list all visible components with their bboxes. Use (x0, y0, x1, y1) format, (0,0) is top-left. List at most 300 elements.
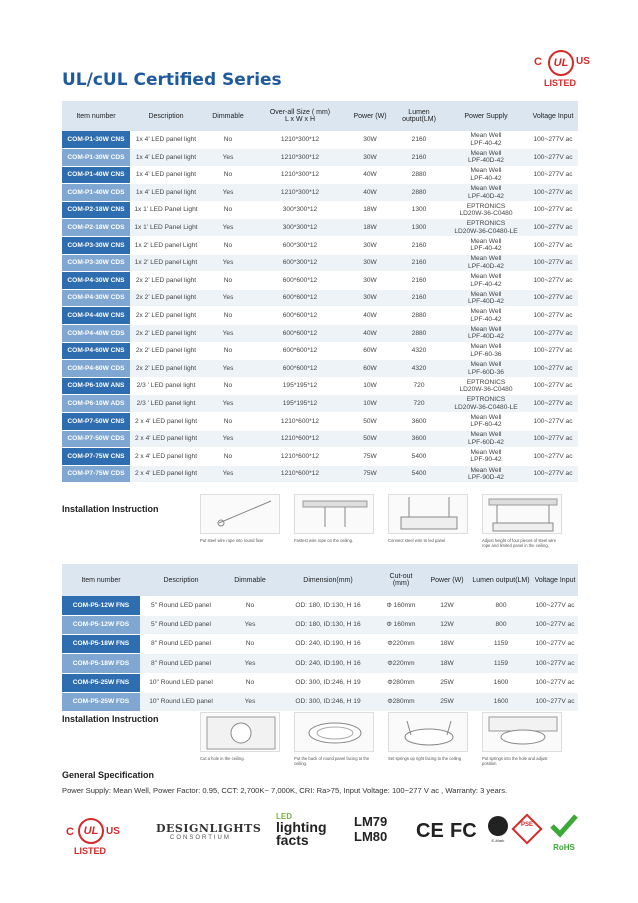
column-header: Lumen output(LM) (470, 564, 532, 596)
install-step (200, 494, 280, 548)
table-cell: 5" Round LED panel (151, 601, 211, 609)
table-cell: No (223, 206, 233, 214)
table-cell: 100~277V ac (533, 224, 573, 232)
ul-listed-text: LISTED (74, 846, 107, 856)
table-cell: 8" Round LED panel (151, 659, 211, 667)
table-cell: 2880 (411, 329, 427, 337)
install-caption: Adjust height of four pieces of steel wire rope and limited panel in the ceiling. (482, 538, 557, 548)
column-header: Voltage Input (528, 101, 578, 131)
table-cell: 195*195*12 (282, 399, 318, 407)
table-cell: Φ220mm (387, 659, 415, 667)
table-cell: 720 (413, 399, 425, 407)
table-cell: 2160 (411, 259, 427, 267)
table-cell: 40W (363, 311, 377, 319)
lm79-text: LM79 (354, 814, 388, 829)
installation-title-1: Installation Instruction (62, 504, 159, 514)
item-number-cell: COM-P1-40W CDS (62, 184, 130, 202)
item-number-cell: COM-P1-30W CNS (62, 131, 130, 149)
table-cell: 1300 (411, 206, 427, 214)
table-cell: 100~277V ac (533, 470, 573, 478)
table-cell: No (245, 601, 255, 609)
table-cell: No (223, 417, 233, 425)
table-cell: 600*600*12 (282, 276, 318, 284)
table-cell: No (245, 640, 255, 648)
table-cell: 2x 2' LED panel light (135, 294, 197, 302)
table-cell: 1x 1' LED Panel Light (134, 206, 198, 214)
rohs-text: RoHS (553, 843, 575, 852)
table-cell: 30W (363, 135, 377, 143)
table-cell: Mean Well LPF-60-42 (470, 413, 502, 429)
table-cell: Yes (222, 224, 234, 232)
table-cell: 40W (363, 329, 377, 337)
item-number-cell: COM-P5-25W FNS (62, 673, 140, 692)
table-cell: 2 x 4' LED panel light (134, 417, 198, 425)
table-cell: EPTRONICS LD20W-36-C0480-LE (454, 396, 518, 411)
table-cell: 75W (363, 470, 377, 478)
table-cell: 30W (363, 276, 377, 284)
table-cell: 1x 2' LED panel Light (134, 241, 198, 249)
table-cell: 300*300*12 (282, 206, 318, 214)
table-cell: Yes (222, 364, 234, 372)
ul-certified-table (62, 101, 578, 483)
table-cell: 2x 2' LED panel light (135, 329, 197, 337)
table-row (62, 413, 578, 431)
install-caption: Cut a hole in the ceiling. (200, 756, 245, 761)
ul-us-mark: US (106, 826, 120, 837)
install-caption: Put steel wire rope into round fixer (200, 538, 264, 543)
column-header: Cut-out (mm) (378, 564, 424, 596)
table-cell: 1x 1' LED Panel Light (134, 224, 198, 232)
table-cell: Mean Well LPF-90-42 (470, 448, 502, 464)
table-cell: No (223, 311, 233, 319)
table-row (62, 166, 578, 184)
table-cell: 100~277V ac (533, 241, 573, 249)
table-cell: 100~277V ac (535, 640, 575, 648)
item-number-cell: COM-P3-30W CDS (62, 254, 130, 272)
column-header: Description (130, 101, 202, 131)
table-row (62, 131, 578, 149)
table-cell: 18W (440, 659, 454, 667)
table-cell: Mean Well LPF-40-42 (470, 308, 502, 323)
item-number-cell: COM-P4-30W CDS (62, 289, 130, 307)
table-cell: No (223, 347, 233, 355)
table-row (62, 254, 578, 272)
table-cell: 800 (495, 621, 507, 629)
table-cell: 4320 (411, 364, 427, 372)
item-number-cell: COM-P4-40W CDS (62, 325, 130, 343)
table-row (62, 289, 578, 307)
table-cell: Yes (222, 153, 234, 161)
ul-listed-logo (534, 50, 590, 92)
table-cell: 40W (363, 188, 377, 196)
table-cell: 50W (363, 435, 377, 443)
installation-steps-2 (200, 712, 562, 766)
page-title: UL/cUL Certified Series (62, 70, 282, 90)
table-cell: 2160 (411, 135, 427, 143)
table-cell: Yes (222, 294, 234, 302)
table-cell: No (223, 135, 233, 143)
table-cell: 1210*300*12 (280, 153, 320, 161)
table-cell: 600*600*12 (282, 294, 318, 302)
column-header: Description (140, 564, 222, 596)
item-number-cell: COM-P6-10W ADS (62, 395, 130, 413)
table-cell: 50W (363, 417, 377, 425)
table-cell: 2 x 4' LED panel light (134, 470, 198, 478)
installation-title-2: Installation Instruction (62, 714, 159, 724)
column-header: Dimmable (222, 564, 278, 596)
ul-listed-text: LISTED (544, 78, 577, 88)
column-header: Lumen output(LM) (394, 101, 444, 131)
table-cell: 100~277V ac (533, 153, 573, 161)
table-cell: 25W (440, 698, 454, 706)
table-cell: 1x 4' LED panel light (135, 153, 197, 161)
table-cell: 100~277V ac (533, 435, 573, 443)
install-step (482, 494, 562, 548)
table-cell: Mean Well LPF-40-42 (470, 237, 502, 253)
item-number-cell: COM-P6-10W ANS (62, 377, 130, 395)
install-caption: Put springs into the hole and adjust position (482, 756, 548, 766)
designlights-logo (156, 822, 262, 852)
column-header: Dimmable (202, 101, 254, 131)
table-cell: EPTRONICS LD20W-36-C0480-LE (454, 220, 518, 235)
facts-text: facts (276, 832, 309, 848)
table-cell: Mean Well LPF-90D-42 (468, 466, 504, 482)
table-row (62, 237, 578, 255)
install-illustration (294, 494, 374, 534)
install-illustration (200, 712, 280, 752)
table-cell: EPTRONICS LD20W-36-C0480 (459, 378, 513, 394)
round-panel-table (62, 564, 578, 712)
table-cell: 2880 (411, 188, 427, 196)
rohs-check-icon (550, 814, 578, 838)
item-number-cell: COM-P4-60W CDS (62, 360, 130, 378)
column-header: Dimension(mm) (278, 564, 378, 596)
item-number-cell: COM-P2-18W CDS (62, 219, 130, 237)
table-cell: Yes (244, 621, 256, 629)
table-cell: 30W (363, 153, 377, 161)
item-number-cell: COM-P2-18W CNS (62, 201, 130, 219)
table-cell: 1x 4' LED panel light (135, 135, 197, 143)
column-header: Over-all Size ( mm) L x W x H (254, 101, 346, 131)
column-header: Power (W) (424, 564, 470, 596)
item-number-cell: COM-P5-18W FNS (62, 635, 140, 654)
table-cell: Yes (222, 329, 234, 337)
table-cell: 1x 4' LED panel light (135, 171, 197, 179)
table-cell: Mean Well LPF-60D-42 (468, 431, 504, 446)
table-cell: 4320 (411, 347, 427, 355)
install-caption: Put the back of round panel facing to the ceiling. (294, 756, 370, 766)
table-cell: 100~277V ac (535, 679, 575, 687)
table-cell: 1210*600*12 (280, 435, 320, 443)
table-cell: 5400 (411, 470, 427, 478)
column-header: Item number (62, 564, 140, 596)
install-caption: Connect steel wire to led panel (388, 538, 446, 543)
table-cell: 1x 2' LED panel Light (134, 259, 198, 267)
install-caption: Fastest wire rope on the ceiling. (294, 538, 354, 543)
column-header: Voltage Input (532, 564, 578, 596)
table-cell: 1210*300*12 (280, 171, 320, 179)
table-cell: 100~277V ac (533, 259, 573, 267)
pse-diamond-icon (511, 813, 542, 844)
table-cell: 600*300*12 (282, 259, 318, 267)
table-cell: 600*600*12 (282, 329, 318, 337)
table-cell: No (245, 679, 255, 687)
table-cell: 12W (440, 621, 454, 629)
item-number-cell: COM-P7-50W CDS (62, 430, 130, 448)
table-row (62, 377, 578, 395)
table-cell: 3600 (411, 417, 427, 425)
ul-c-mark: C (534, 56, 542, 68)
table-cell: 40W (363, 171, 377, 179)
table-cell: Mean Well LPF-40D-42 (468, 149, 504, 165)
table-cell: No (223, 171, 233, 179)
table-row (62, 596, 578, 615)
table-row (62, 395, 578, 413)
table-cell: 100~277V ac (533, 206, 573, 214)
ce-mark: CE (416, 820, 444, 842)
table-cell: 18W (440, 640, 454, 648)
table-cell: 100~277V ac (533, 276, 573, 284)
table-cell: 10" Round LED panel (149, 698, 213, 706)
table-cell: 2 x 4' LED panel light (134, 452, 198, 460)
table-cell: 3600 (411, 435, 427, 443)
table-cell: Φ280mm (387, 679, 415, 687)
item-number-cell: COM-P7-50W CNS (62, 413, 130, 431)
table-cell: 600*600*12 (282, 311, 318, 319)
table-cell: 1300 (411, 224, 427, 232)
table-row (62, 615, 578, 634)
table-row (62, 201, 578, 219)
table-cell: 1600 (493, 679, 509, 687)
table-row (62, 219, 578, 237)
table-cell: 30W (363, 241, 377, 249)
table-cell: No (223, 241, 233, 249)
table-cell: 1210*300*12 (280, 188, 320, 196)
table-cell: Mean Well LPF-40D-42 (468, 290, 504, 306)
item-number-cell: COM-P4-40W CNS (62, 307, 130, 325)
table-cell: 100~277V ac (533, 382, 573, 390)
table-cell: 100~277V ac (533, 399, 573, 407)
install-caption: Set springs up right facing to the ceiling (388, 756, 462, 761)
table-cell: 5400 (411, 452, 427, 460)
table-row (62, 184, 578, 202)
led-text: LED (276, 812, 292, 821)
table-cell: Φ280mm (387, 698, 415, 706)
table-cell: Mean Well LPF-40-42 (470, 167, 502, 182)
table-cell: OD: 180, ID:130, H 16 (295, 601, 361, 609)
table-cell: 600*600*12 (282, 347, 318, 355)
table-cell: Mean Well LPF-40D-42 (468, 325, 504, 341)
lighting-facts-logo (276, 812, 336, 856)
table-cell: 75W (363, 452, 377, 460)
table-cell: 800 (495, 601, 507, 609)
table-cell: OD: 240, ID:190, H 16 (295, 659, 361, 667)
pse-text: PSE (520, 822, 533, 828)
certification-logos (62, 812, 578, 862)
table-row (62, 448, 578, 466)
table-cell: OD: 240, ID:190, H 16 (295, 640, 361, 648)
column-header: Item number (62, 101, 130, 131)
column-header: Power Supply (444, 101, 528, 131)
table-cell: 2160 (411, 153, 427, 161)
table-cell: Mean Well LPF-40D-42 (468, 185, 504, 200)
table-cell: 1210*600*12 (280, 452, 320, 460)
pse-logo (516, 814, 538, 842)
table-cell: Mean Well LPF-40-42 (470, 273, 502, 288)
column-header: Power (W) (346, 101, 394, 131)
install-step (294, 494, 374, 548)
table-cell: 2/3 ' LED panel light (136, 382, 196, 390)
item-number-cell: COM-P5-25W FDS (62, 692, 140, 711)
emark-logo (486, 816, 510, 852)
table-cell: 100~277V ac (533, 135, 573, 143)
table-cell: 100~277V ac (533, 364, 573, 372)
table-cell: 2x 2' LED panel light (135, 276, 197, 284)
table-cell: 300*300*12 (282, 224, 318, 232)
table-cell: 2x 2' LED panel light (135, 311, 197, 319)
table-cell: 2880 (411, 171, 427, 179)
table-cell: 1159 (493, 640, 509, 648)
table-cell: 12W (440, 601, 454, 609)
table-cell: 195*195*12 (282, 382, 318, 390)
emark-icon (488, 816, 508, 836)
table-cell: 30W (363, 259, 377, 267)
table-cell: 2160 (411, 241, 427, 249)
table-cell: Yes (222, 259, 234, 267)
table-cell: 10W (363, 382, 377, 390)
table-cell: Mean Well LPF-40-42 (470, 132, 502, 147)
table-cell: 100~277V ac (533, 311, 573, 319)
install-illustration (482, 494, 562, 534)
table-cell: Φ 160mm (386, 601, 416, 609)
table-header-row (62, 564, 578, 596)
ul-us-mark: US (576, 56, 590, 67)
table-row (62, 342, 578, 360)
table-row (62, 272, 578, 290)
table-cell: EPTRONICS LD20W-36-C0480 (459, 202, 513, 218)
table-cell: No (223, 452, 233, 460)
ul-circle: UL (548, 50, 574, 76)
install-illustration (482, 712, 562, 752)
consortium-text: CONSORTIUM (170, 835, 231, 841)
item-number-cell: COM-P4-30W CNS (62, 272, 130, 290)
table-cell: OD: 300, ID:246, H 19 (295, 698, 361, 706)
table-cell: No (223, 382, 233, 390)
ul-c-mark: C (66, 826, 74, 838)
table-cell: 100~277V ac (535, 659, 575, 667)
emark-text: E-Mark (491, 838, 505, 843)
table-cell: OD: 300, ID:246, H 19 (295, 679, 361, 687)
install-illustration (388, 494, 468, 534)
table-cell: 18W (363, 206, 377, 214)
install-step (388, 494, 468, 548)
table-cell: 2x 2' LED panel light (135, 347, 197, 355)
table-cell: 100~277V ac (535, 601, 575, 609)
table-cell: 10" Round LED panel (149, 679, 213, 687)
item-number-cell: COM-P1-30W CDS (62, 149, 130, 167)
table-cell: 1210*600*12 (280, 470, 320, 478)
general-spec-title: General Specification (62, 770, 155, 780)
table-cell: 10W (363, 399, 377, 407)
table-cell: Φ220mm (387, 640, 415, 648)
table-cell: 100~277V ac (533, 294, 573, 302)
install-step (200, 712, 280, 766)
lighting-text: lighting (276, 819, 327, 835)
table-cell: 60W (363, 364, 377, 372)
table-row (62, 307, 578, 325)
item-number-cell: COM-P7-75W CDS (62, 465, 130, 483)
item-number-cell: COM-P5-12W FNS (62, 596, 140, 615)
installation-steps-1 (200, 494, 562, 548)
rohs-logo (550, 814, 578, 854)
table-cell: 2880 (411, 311, 427, 319)
table-cell: Mean Well LPF-60-36 (470, 343, 502, 358)
table-cell: Φ 160mm (386, 621, 416, 629)
install-step (294, 712, 374, 766)
item-number-cell: COM-P4-60W CNS (62, 342, 130, 360)
install-illustration (294, 712, 374, 752)
lm-standards (354, 814, 404, 854)
table-cell: Mean Well LPF-60D-36 (468, 361, 504, 376)
table-row (62, 673, 578, 692)
table-cell: 1159 (493, 659, 509, 667)
table-row (62, 149, 578, 167)
table-cell: 720 (413, 382, 425, 390)
table-row (62, 635, 578, 654)
general-spec-text: Power Supply: Mean Well, Power Factor: 0.95, CCT: 2,700K~ 7,000K, CRI: Ra>75, Input Voltage: 100~277 V ac , Warranty: 3 years. (62, 786, 508, 795)
item-number-cell: COM-P3-30W CNS (62, 237, 130, 255)
table-cell: No (223, 276, 233, 284)
table-row (62, 692, 578, 711)
ul-circle: UL (78, 818, 104, 844)
table-cell: Yes (244, 659, 256, 667)
table-row (62, 430, 578, 448)
fc-mark: FC (450, 820, 477, 842)
table-cell: 1600 (493, 698, 509, 706)
table-cell: OD: 180, ID:130, H 16 (295, 621, 361, 629)
lm80-text: LM80 (354, 829, 388, 844)
table-cell: 100~277V ac (535, 621, 575, 629)
table-cell: 18W (363, 224, 377, 232)
table-header-row (62, 101, 578, 131)
table-cell: Yes (222, 435, 234, 443)
table-cell: 2160 (411, 294, 427, 302)
table-row (62, 360, 578, 378)
table-row (62, 465, 578, 483)
table-cell: 25W (440, 679, 454, 687)
table-cell: 600*300*12 (282, 241, 318, 249)
table-cell: 1x 4' LED panel light (135, 188, 197, 196)
install-step (482, 712, 562, 766)
designlights-text: DESIGNLIGHTS (156, 822, 262, 835)
table-cell: 2160 (411, 276, 427, 284)
table-cell: 600*600*12 (282, 364, 318, 372)
table-cell: Yes (222, 399, 234, 407)
table-cell: 100~277V ac (533, 171, 573, 179)
table-cell: 2x 2' LED panel light (135, 364, 197, 372)
item-number-cell: COM-P1-40W CNS (62, 166, 130, 184)
table-cell: 1210*300*12 (280, 135, 320, 143)
table-cell: 30W (363, 294, 377, 302)
table-cell: 100~277V ac (533, 329, 573, 337)
install-step (388, 712, 468, 766)
table-cell: 100~277V ac (533, 417, 573, 425)
table-cell: 100~277V ac (535, 698, 575, 706)
table-cell: 2 x 4' LED panel light (134, 435, 198, 443)
table-cell: 100~277V ac (533, 347, 573, 355)
table-cell: 100~277V ac (533, 452, 573, 460)
table-cell: Mean Well LPF-40D-42 (468, 255, 504, 270)
